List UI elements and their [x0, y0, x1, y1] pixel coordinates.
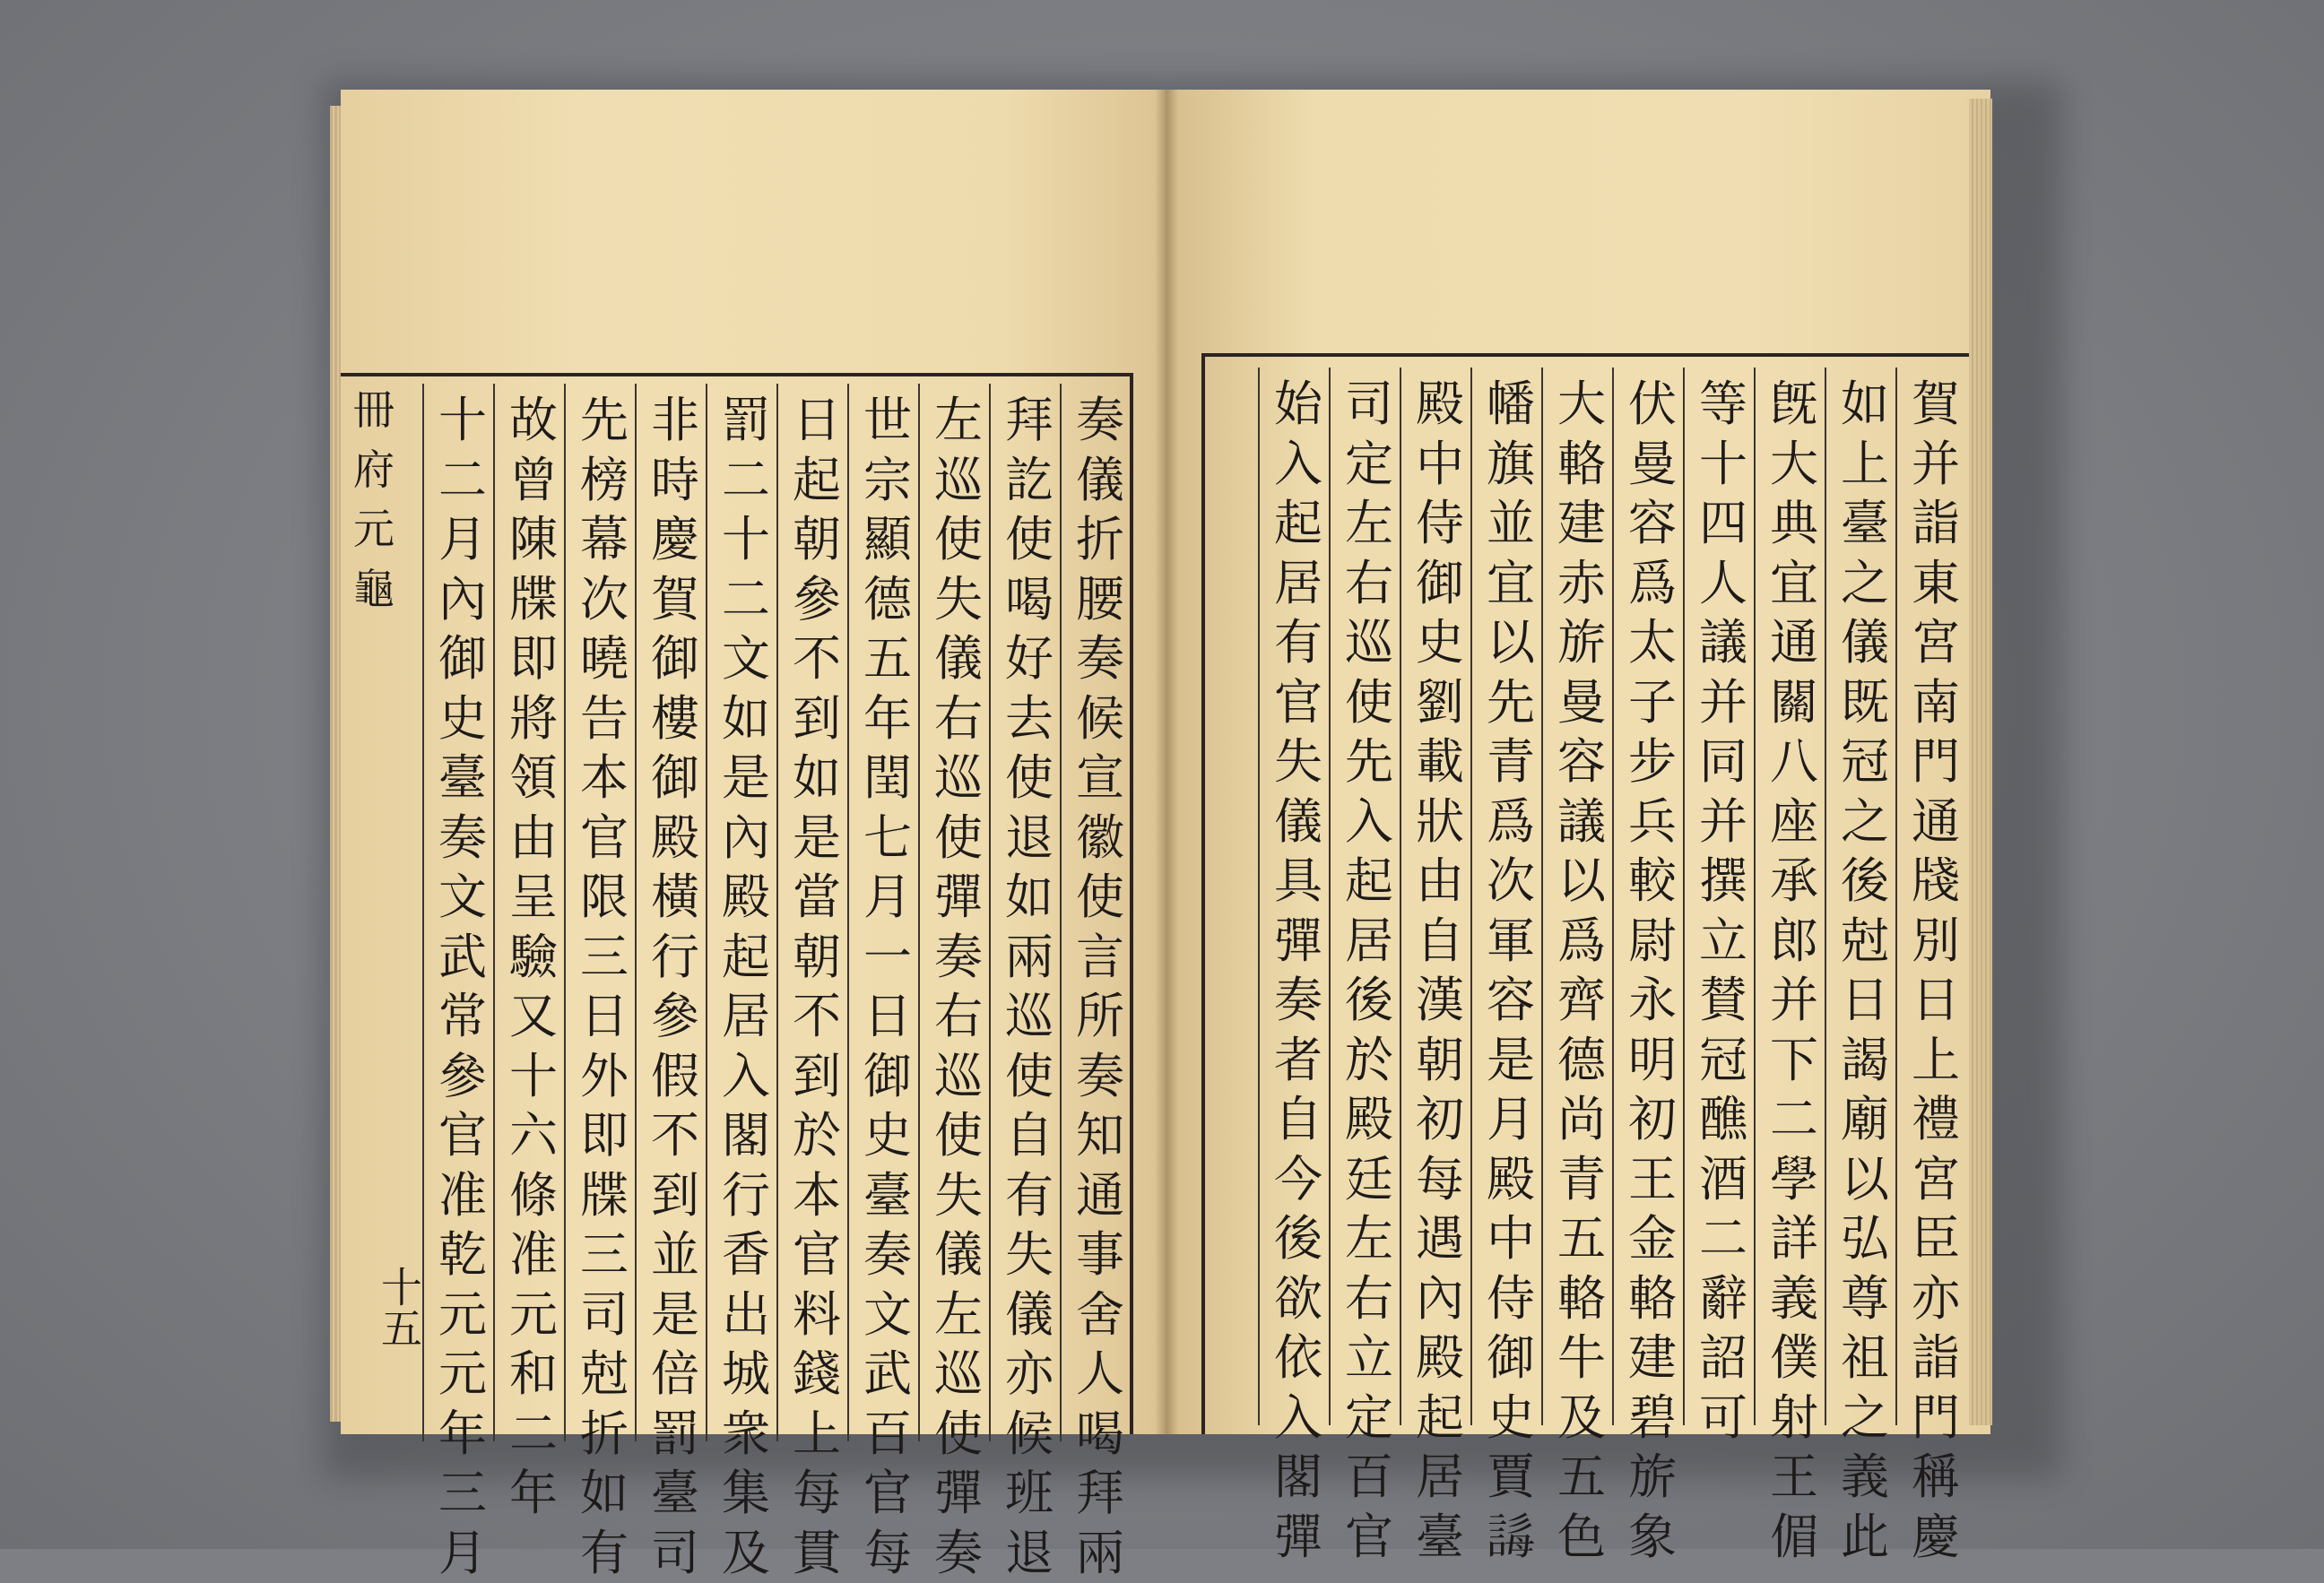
- right-page-text-column: 殿 中 侍 御 史 劉 載 狀 由 自 漢 朝 初 每 遇 內 殿 起 居 臺: [1416, 376, 1464, 1565]
- left-page-text-column: 拜 訖 使 喝 好 去 使 退 如 兩 巡 使 自 有 失 儀 亦 候 班 退: [1005, 392, 1054, 1581]
- left-page-text-column: 先 榜 幕 次 曉 告 本 官 限 三 日 外 即 牒 三 司 尅 折 如 有: [580, 392, 629, 1581]
- book-edge-right: [1969, 99, 1992, 1425]
- left-page-text-column: 非 時 慶 賀 御 樓 御 殿 橫 行 參 假 不 到 並 是 倍 罰 臺 司: [651, 392, 699, 1581]
- left-margin-title: [339, 380, 409, 1008]
- right-page-text-column: 賀 并 詣 東 宮 南 門 通 牋 別 日 上 禮 宮 臣 亦 詣 門 稱 慶: [1912, 376, 1960, 1565]
- left-margin-title-text: 冊 府 元 龜: [353, 385, 395, 613]
- right-page-text-column: 等 十 四 人 議 并 同 并 撰 立 賛 冠 醮 酒 二 辭 詔 可: [1699, 376, 1747, 1446]
- right-page-text-column: 司 定 左 右 巡 使 先 入 起 居 後 於 殿 廷 左 右 立 定 百 官: [1345, 376, 1393, 1565]
- left-page-text-column: 故 曾 陳 牒 即 將 領 由 呈 驗 又 十 六 條 准 元 和 二 年: [509, 392, 558, 1521]
- left-page-text-column: 十 二 月 內 御 史 臺 奏 文 武 常 參 官 准 乾 元 元 年 三 月: [438, 392, 487, 1581]
- right-page-text-column: 如 上 臺 之 儀 既 冠 之 後 尅 日 謁 廟 以 弘 尊 祖 之 義 此: [1841, 376, 1889, 1565]
- book-gutter: [1155, 90, 1178, 1434]
- right-page-text-column: 伏 曼 容 爲 太 子 步 兵 較 尉 永 明 初 王 金 輅 建 碧 旂 象: [1628, 376, 1677, 1565]
- right-page-column-rule: [1258, 368, 1260, 1425]
- left-page-text-column: 日 起 朝 參 不 到 如 是 當 朝 不 到 於 本 官 料 錢 上 每 貫: [793, 392, 841, 1581]
- right-page-text-column: 旣 大 典 宜 通 關 八 座 承 郎 并 下 二 學 詳 義 僕 射 王 𠋥: [1770, 376, 1818, 1565]
- right-page-text-column: 幡 旗 並 宜 以 先 青 爲 次 軍 容 是 月 殿 中 侍 御 史 賈 𧩒: [1487, 376, 1535, 1565]
- left-page-text-column: 左 巡 使 失 儀 右 巡 使 彈 奏 右 巡 使 失 儀 左 巡 使 彈 奏: [934, 392, 983, 1581]
- right-page-text-column: 始 入 起 居 有 官 失 儀 具 彈 奏 者 自 今 後 欲 依 入 閣 彈: [1274, 376, 1322, 1565]
- left-page-text-column: 罰 二 十 二 文 如 是 內 殿 起 居 入 閣 行 香 出 城 衆 集 及: [722, 392, 770, 1581]
- left-page-text-column: 奏 儀 折 腰 奏 候 宣 徽 使 言 所 奏 知 通 事 舍 人 喝 拜 兩: [1076, 392, 1124, 1581]
- left-page-number: 十五: [375, 1266, 423, 1348]
- right-page-text-column: 大 輅 建 赤 旂 曼 容 議 以 爲 齊 德 尚 青 五 輅 牛 及 五 色: [1557, 376, 1606, 1565]
- left-page-text-column: 世 宗 顯 德 五 年 閏 七 月 一 日 御 史 臺 奏 文 武 百 官 每: [863, 392, 912, 1581]
